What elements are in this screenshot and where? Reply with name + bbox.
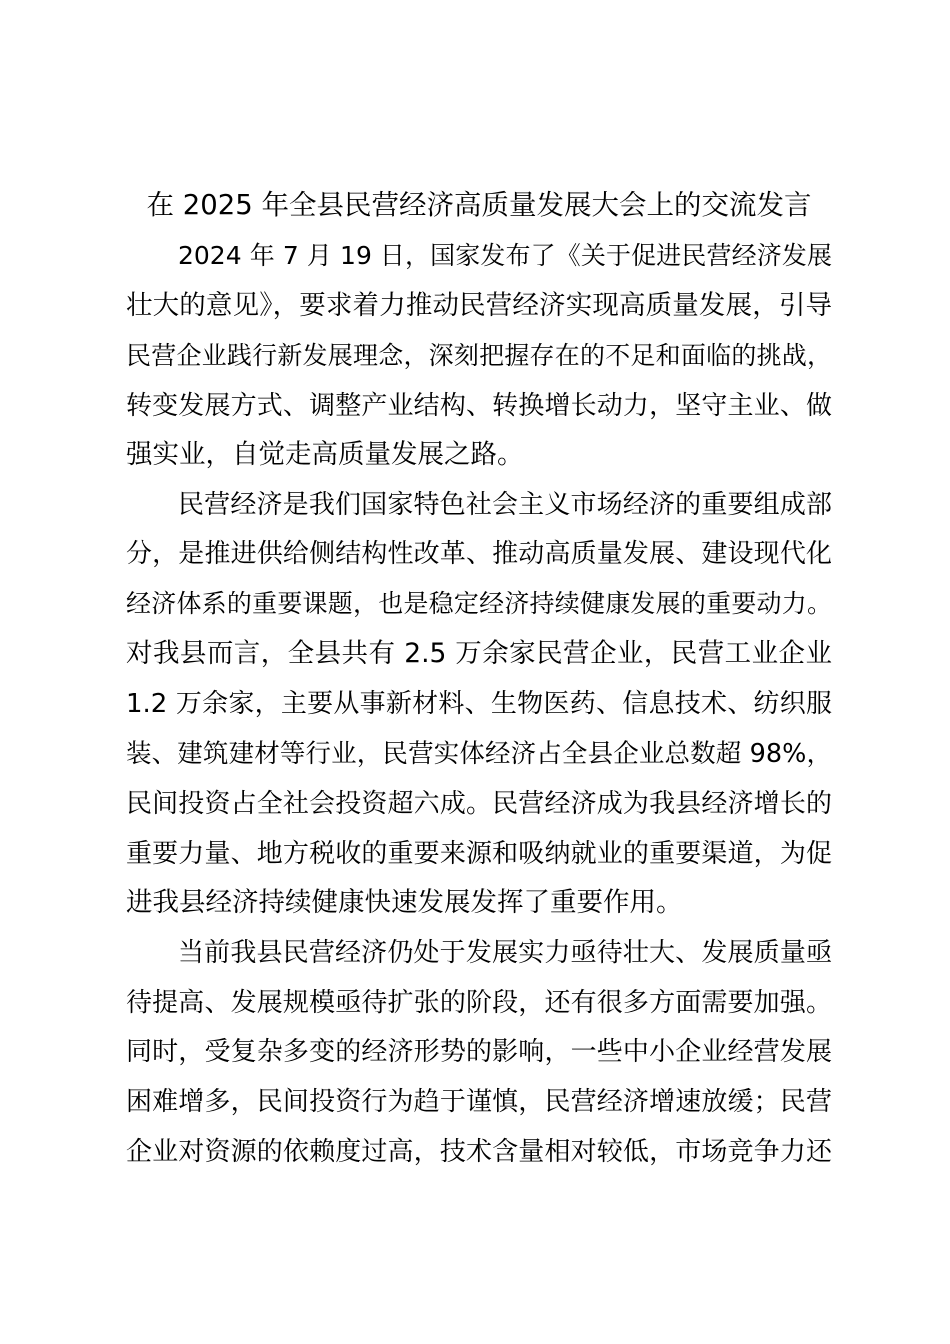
paragraph-3-line-5: 企业对资源的依赖度过高，技术含量相对较低，市场竞争力还 [126, 1137, 832, 1167]
paragraph-1-line-1: 2024 年 7 月 19 日，国家发布了《关于促进民营经济发展 [178, 241, 832, 270]
paragraph-3-line-1: 当前我县民营经济仍处于发展实力亟待壮大、发展质量亟 [178, 938, 832, 968]
paragraph-2-line-6: 装、建筑建材等行业，民营实体经济占全县企业总数超 98%， [126, 739, 832, 769]
paragraph-1-line-4: 转变发展方式、调整产业结构、转换增长动力，坚守主业、做 [126, 391, 832, 421]
paragraph-1-line-5: 强实业，自觉走高质量发展之路。 [126, 439, 524, 470]
paragraph-2-line-8: 重要力量、地方税收的重要来源和吸纳就业的重要渠道，为促 [126, 839, 832, 869]
paragraph-2-line-2: 分，是推进供给侧结构性改革、推动高质量发展、建设现代化 [126, 539, 832, 569]
paragraph-3-line-2: 待提高、发展规模亟待扩张的阶段，还有很多方面需要加强。 [126, 988, 832, 1018]
paragraph-1-line-2: 壮大的意见》，要求着力推动民营经济实现高质量发展，引导 [126, 290, 832, 321]
paragraph-2-line-4: 对我县而言，全县共有 2.5 万余家民营企业，民营工业企业 [126, 638, 832, 669]
document-title: 在 2025 年全县民营经济高质量发展大会上的交流发言 [146, 189, 812, 221]
paragraph-1-line-3: 民营企业践行新发展理念，深刻把握存在的不足和面临的挑战， [126, 341, 832, 370]
paragraph-3-line-3: 同时，受复杂多变的经济形势的影响，一些中小企业经营发展 [126, 1037, 832, 1067]
paragraph-2-line-3: 经济体系的重要课题，也是稳定经济持续健康发展的重要动力。 [126, 589, 832, 618]
paragraph-3-line-4: 困难增多，民间投资行为趋于谨慎，民营经济增速放缓；民营 [126, 1087, 832, 1117]
paragraph-2-line-7: 民间投资占全社会投资超六成。民营经济成为我县经济增长的 [126, 789, 832, 819]
paragraph-2-line-5: 1.2 万余家，主要从事新材料、生物医药、信息技术、纺织服 [126, 689, 832, 719]
paragraph-2-line-9: 进我县经济持续健康快速发展发挥了重要作用。 [126, 887, 683, 918]
paragraph-2-line-1: 民营经济是我们国家特色社会主义市场经济的重要组成部 [178, 490, 832, 520]
